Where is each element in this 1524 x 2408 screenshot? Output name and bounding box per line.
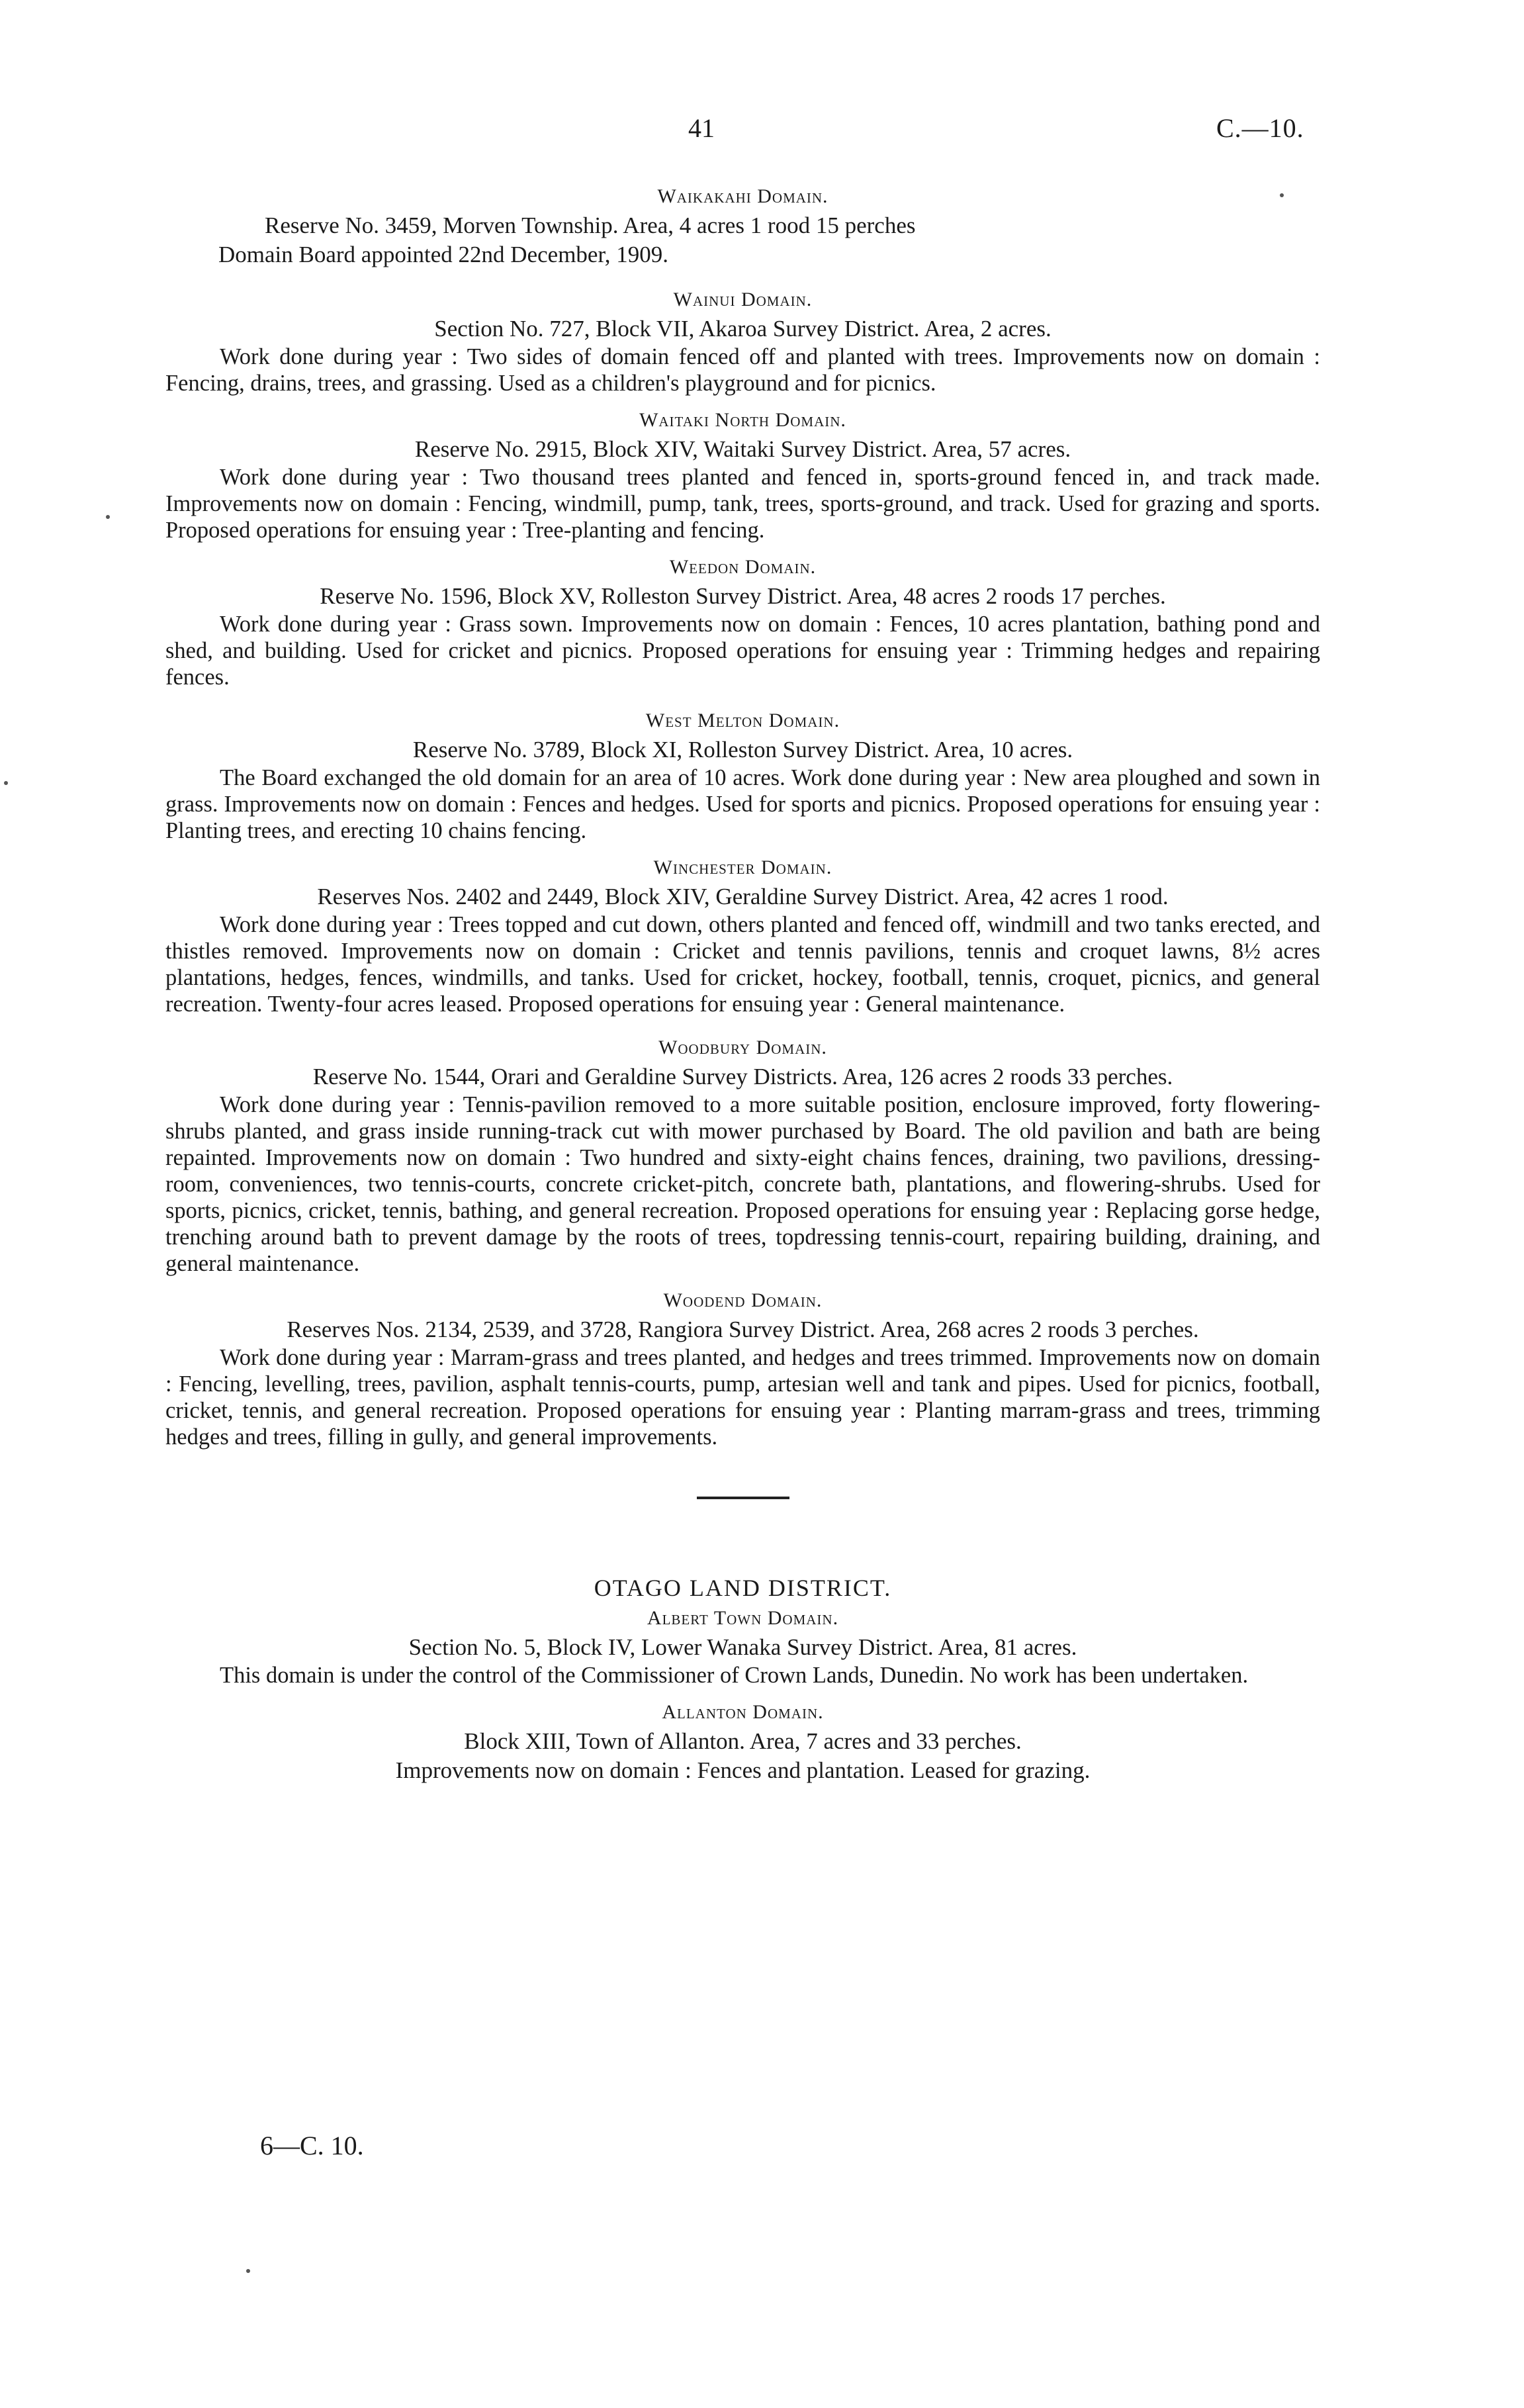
district-title: OTAGO LAND DISTRICT. [594, 1575, 892, 1601]
board-line: Domain Board appointed 22nd December, 1909. [218, 242, 668, 267]
section-heading: Allanton Domain. [662, 1701, 824, 1723]
section-woodend [165, 1286, 1320, 1450]
speck [1280, 193, 1284, 197]
section-weedon [165, 553, 1320, 690]
section-heading: Weedon Domain. [669, 556, 817, 578]
section-body: Improvements now on domain : Fences and plantation. Leased for grazing. [395, 1757, 1091, 1783]
section-heading: West Melton Domain. [645, 710, 840, 731]
page-content [165, 182, 1320, 1785]
section-waitaki-north [165, 406, 1320, 543]
section-body: The Board exchanged the old domain for an area of 10 acres. Work done during year : New area ploughed and sown in grass. Improvements now on domain : Fences and hedges. Used for sports and picnics. Proposed operations for ensuing year : Planting trees, and erecting 10 chains fencing. [165, 765, 1320, 843]
reserve-line: Reserve No. 2915, Block XIV, Waitaki Survey District. Area, 57 acres. [414, 436, 1071, 462]
section-body: Work done during year : Two thousand trees planted and fenced in, sports-ground fenced in, and track made. Improvements now on domain : Fencing, windmill, pump, tank, trees, sports-ground, and track. Used for grazing and sports. Proposed operations for ensuing year : Tree-planting and fencing. [165, 465, 1320, 543]
reserve-line: Section No. 727, Block VII, Akaroa Survey District. Area, 2 acres. [434, 316, 1052, 342]
reserve-line: Reserve No. 1544, Orari and Geraldine Survey Districts. Area, 126 acres 2 roods 33 perches. [312, 1064, 1173, 1089]
section-waikakahi [165, 182, 1320, 269]
section-body: This domain is under the control of the Commissioner of Crown Lands, Dunedin. No work has been undertaken. [220, 1663, 1249, 1688]
section-otago-land-district [165, 1572, 1320, 1785]
section-heading: Waitaki North Domain. [639, 409, 846, 431]
section-heading: Waikakahi Domain. [657, 185, 829, 207]
section-heading: Woodbury Domain. [658, 1037, 827, 1058]
section-heading: Woodend Domain. [663, 1289, 823, 1311]
reserve-line: Reserve No. 3459, Morven Township. Area, 4 acres 1 rood 15 perches [265, 212, 916, 238]
section-body: Work done during year : Two sides of domain fenced off and planted with trees. Improvements now on domain : Fencing, drains, trees, and grassing. Used as a children's playground and for picnics. [165, 344, 1320, 396]
section-heading: Wainui Domain. [673, 289, 813, 310]
reserve-line: Block XIII, Town of Allanton. Area, 7 acres and 33 perches. [464, 1728, 1022, 1754]
section-body: Work done during year : Tennis-pavilion removed to a more suitable position, enclosure improved, forty flowering-shrubs planted, and grass inside running-track cut with mower purchased by Board. The old pavilion and bath are being repainted. Improvements now on domain : Two hundred and sixty-eight chains fences, draining, two pavilions, dressing-room, conveniences, two tennis-courts, concrete cricket-pitch, concrete bath, plantations, and flowering-shrubs. Used for sports, picnics, cricket, tennis, bathing, and general recreation. Proposed operations for ensuing year : Replacing gorse hedge, trenching around bath to prevent damage by the roots of trees, topdressing tennis-court, repairing building, draining, and general maintenance. [165, 1092, 1320, 1276]
section-heading: Winchester Domain. [653, 857, 832, 878]
speck [106, 515, 110, 519]
section-heading: Albert Town Domain. [647, 1607, 839, 1629]
section-west-melton [165, 706, 1320, 844]
section-winchester [165, 853, 1320, 1017]
series-label: C.—10. [1216, 113, 1304, 143]
speck [4, 781, 8, 785]
section-body: Work done during year : Marram-grass and trees planted, and hedges and trees trimmed. Improvements now on domain : Fencing, levelling, trees, pavilion, asphalt tennis-courts, pump, artesian well and tank and pipes. Used for picnics, football, cricket, tennis, and general recreation. Proposed operations for ensuing year : Planting marram-grass and trees, trimming hedges and trees, filling in gully, and general improvements. [165, 1345, 1320, 1450]
section-wainui [165, 285, 1320, 396]
page-number: 41 [688, 113, 715, 143]
reserve-line: Section No. 5, Block IV, Lower Wanaka Survey District. Area, 81 acres. [408, 1634, 1077, 1660]
section-body: Work done during year : Trees topped and cut down, others planted and fenced off, windmill and two tanks erected, and thistles removed. Improvements now on domain : Cricket and tennis pavilions, tennis and croquet lawns, 8½ acres plantations, hedges, fences, windmills, and tanks. Used for cricket, hockey, football, tennis, croquet, picnics, and general recreation. Twenty-four acres leased. Proposed operations for ensuing year : General maintenance. [165, 912, 1320, 1017]
reserve-line: Reserves Nos. 2134, 2539, and 3728, Rangiora Survey District. Area, 268 acres 2 roods 3 perches. [287, 1317, 1199, 1342]
speck [246, 2269, 250, 2273]
reserve-line: Reserve No. 3789, Block XI, Rolleston Survey District. Area, 10 acres. [412, 737, 1073, 763]
signature-mark: 6—C. 10. [260, 2131, 364, 2160]
section-woodbury [165, 1033, 1320, 1277]
section-body: Work done during year : Grass sown. Improvements now on domain : Fences, 10 acres plantation, bathing pond and shed, and building. Used for cricket and picnics. Proposed operations for ensuing year : Trimming hedges and repairing fences. [165, 612, 1320, 690]
reserve-line: Reserves Nos. 2402 and 2449, Block XIV, Geraldine Survey District. Area, 42 acres 1 rood. [317, 884, 1169, 909]
section-divider [697, 1497, 789, 1499]
reserve-line: Reserve No. 1596, Block XV, Rolleston Survey District. Area, 48 acres 2 roods 17 perches. [320, 583, 1166, 609]
